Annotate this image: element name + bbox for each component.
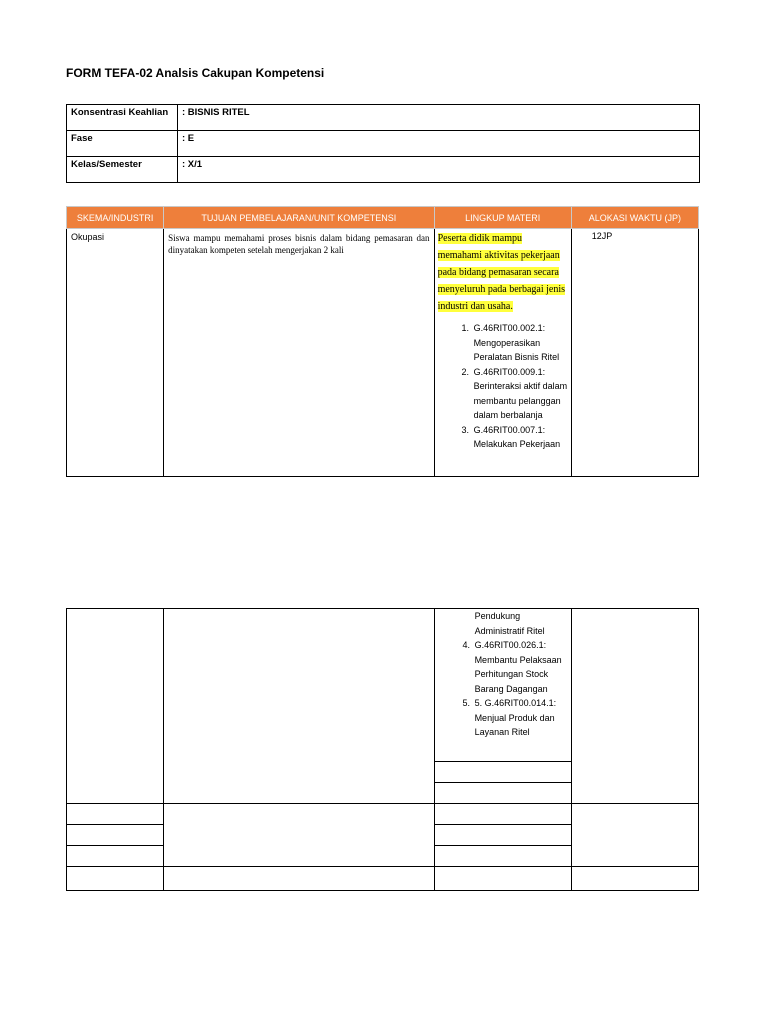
table-header-row — [67, 207, 699, 229]
empty-cell — [67, 846, 164, 867]
empty-cell — [164, 804, 434, 867]
empty-cell — [571, 867, 698, 891]
form-title: FORM TEFA-02 Analsis Cakupan Kompetensi — [66, 66, 325, 80]
list-item: 2. G.46RIT00.009.1: Berinteraksi aktif dalam membantu pelanggan dalam berbalanja — [472, 365, 568, 423]
list-item: 4. G.46RIT00.026.1: Membantu Pelaksaan Perhitungan Stock Barang Dagangan — [473, 638, 567, 696]
lingkup-intro-highlight: Peserta didik mampu memahami aktivitas pekerjaan pada bidang pemasaran secara menyeluruh pada berbagai jenis industri dan usaha. — [437, 233, 566, 312]
info-row-kelas — [67, 157, 700, 183]
empty-cell — [434, 783, 571, 804]
empty-cell — [434, 804, 571, 825]
empty-cell — [67, 804, 164, 825]
header-alokasi: ALOKASI WAKTU (JP) — [571, 207, 698, 229]
header-tujuan: TUJUAN PEMBELAJARAN/UNIT KOMPETENSI — [164, 207, 434, 229]
header-skema: SKEMA/INDUSTRI — [67, 207, 164, 229]
competency-list-continued — [439, 638, 567, 740]
info-row-konsentrasi — [67, 105, 700, 131]
info-label: Fase — [67, 131, 178, 157]
info-label: Kelas/Semester — [67, 157, 178, 183]
empty-cell — [434, 846, 571, 867]
cell-lingkup — [434, 229, 571, 477]
table-row — [67, 229, 699, 477]
info-value: : E — [178, 131, 700, 157]
empty-cell — [434, 762, 571, 783]
empty-cell — [571, 804, 698, 867]
list-item: 5. 5. G.46RIT00.014.1: Menjual Produk dan Layanan Ritel — [473, 696, 567, 740]
list-item: 3. G.46RIT00.007.1: Melakukan Pekerjaan — [472, 423, 568, 452]
list-item-continued: Pendukung Administratif Ritel — [474, 611, 545, 636]
competency-list — [438, 321, 568, 452]
empty-cell — [67, 867, 164, 891]
info-value: : X/1 — [178, 157, 700, 183]
table-row — [67, 804, 699, 825]
empty-cell — [434, 867, 571, 891]
cell-lingkup-cont — [434, 609, 571, 762]
cell-skema: Okupasi — [67, 229, 164, 477]
table-row — [67, 867, 699, 891]
list-item: 1. G.46RIT00.002.1: Mengoperasikan Peralatan Bisnis Ritel — [472, 321, 568, 365]
table-row — [67, 609, 699, 762]
cell-skema-cont — [67, 609, 164, 804]
info-label: Konsentrasi Keahlian — [67, 105, 178, 131]
cell-tujuan: Siswa mampu memahami proses bisnis dalam bidang pemasaran dan dinyatakan kompeten setelah mengerjakan 2 kali — [164, 229, 434, 477]
cell-alokasi — [571, 229, 698, 477]
cell-tujuan-cont — [164, 609, 434, 804]
info-table — [66, 104, 700, 183]
info-row-fase — [67, 131, 700, 157]
info-value: : BISNIS RITEL — [178, 105, 700, 131]
alokasi-value: 12JP — [591, 231, 613, 241]
empty-cell — [164, 867, 434, 891]
empty-cell — [67, 825, 164, 846]
competency-table-continued — [66, 608, 699, 891]
cell-alokasi-cont — [571, 609, 698, 804]
empty-cell — [434, 825, 571, 846]
competency-table — [66, 206, 699, 477]
header-lingkup: LINGKUP MATERI — [434, 207, 571, 229]
